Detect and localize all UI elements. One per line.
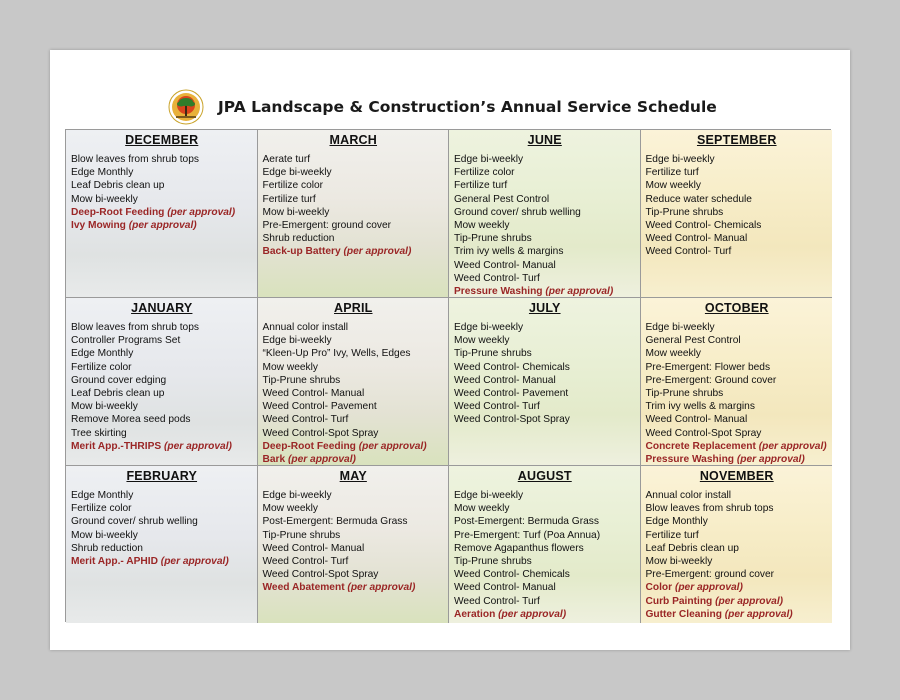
task-item [263,387,445,400]
task-item [646,206,829,219]
task-text: Edge bi-weekly [645,154,715,165]
approval-note: (per approval) [128,220,197,232]
task-text: Mow weekly [645,348,701,360]
task-text: Edge Monthly [71,490,134,501]
task-text: Pressure Washing [645,454,737,466]
task-item [646,347,829,360]
month-cell-april [258,298,450,466]
task-item [71,529,253,542]
task-item [646,400,829,413]
task-item [263,153,445,166]
task-text: Weed Control- Manual [262,542,365,554]
task-item [646,387,829,400]
task-text: Weed Control- Manual [454,582,556,594]
task-item [263,321,445,334]
task-text: Tip-Prune shrubs [454,233,532,245]
task-text: Edge bi-weekly [645,322,715,333]
task-text: Deep-Root Feeding [71,206,168,218]
task-item [454,515,636,528]
task-text: Leaf Debris clean up [645,542,739,554]
task-text: Tree skirting [71,427,127,439]
task-text: Mow bi-weekly [71,529,138,541]
optional-task-item [263,245,445,258]
task-text: Aeration [454,608,499,620]
task-text: Weed Control- Turf [262,414,349,426]
task-list [454,489,636,621]
task-item [454,595,636,608]
task-text: Shrub reduction [262,233,335,245]
task-item [646,515,829,528]
task-item [263,232,445,245]
task-text: Edge bi-weekly [262,167,332,179]
task-list [71,321,253,453]
task-text: Edge Monthly [71,167,134,179]
task-item [71,489,253,502]
task-text: Trim ivy wells & margins [645,401,755,413]
task-item [454,387,636,400]
task-text: Weed Control- Chemicals [454,361,570,373]
month-cell-july [449,298,641,466]
task-text: Merit App.- APHID [71,556,161,568]
optional-task-item [646,581,829,594]
task-item [263,529,445,542]
task-text: Blow leaves from shrub tops [71,322,199,333]
task-text: Leaf Debris clean up [71,180,165,192]
task-text: Weed Control- Manual [645,233,748,245]
task-item [263,515,445,528]
task-text: Blow leaves from shrub tops [71,154,199,165]
task-text: Ground cover/ shrub welling [454,206,581,218]
month-heading: JANUARY [131,301,193,315]
task-item [646,232,829,245]
task-text: Fertilize color [71,361,132,373]
task-item [454,245,636,258]
task-item [71,361,253,374]
month-heading: DECEMBER [125,133,199,147]
task-text: Fertilize color [454,167,515,179]
task-text: Pre-Emergent: ground cover [645,569,775,581]
approval-note: (per approval) [758,440,827,452]
month-cell-march [258,130,450,298]
task-text: Curb Painting [645,595,716,607]
approval-note: (per approval) [498,608,567,620]
optional-task-item [646,453,829,466]
task-text: Gutter Cleaning [645,608,725,620]
task-item [646,427,829,440]
task-text: Weed Control-Spot Spray [454,414,570,426]
task-text: Annual color install [645,490,732,501]
task-item [71,427,253,440]
task-text: Fertilize color [71,503,132,515]
task-text: Weed Abatement [262,582,348,594]
task-item [454,568,636,581]
task-text: Shrub reduction [71,542,143,554]
month-heading: OCTOBER [704,301,769,315]
task-text: Mow bi-weekly [262,206,330,218]
task-text: Concrete Replacement [645,440,759,452]
task-item [263,334,445,347]
task-text: Trim ivy wells & margins [454,246,564,258]
approval-note: (per approval) [358,440,427,452]
task-item [263,193,445,206]
task-text: Reduce water schedule [645,193,752,205]
task-item [71,387,253,400]
task-item [263,555,445,568]
task-text: Blow leaves from shrub tops [645,503,774,515]
task-item [454,347,636,360]
task-item [263,489,445,502]
task-item [71,413,253,426]
task-item [263,542,445,555]
task-list [263,153,445,259]
task-item [263,361,445,374]
task-text: Tip-Prune shrubs [262,374,341,386]
task-text: Tip-Prune shrubs [645,206,724,218]
task-text: Ground cover edging [71,374,167,386]
task-item [263,166,445,179]
optional-task-item [454,608,636,621]
task-text: General Pest Control [454,193,550,205]
task-item [646,321,829,334]
month-heading: JUNE [527,133,562,147]
task-item [646,245,829,258]
task-item [263,413,445,426]
task-text: Mow weekly [262,503,318,515]
task-item [454,259,636,272]
task-item [263,219,445,232]
approval-note: (per approval) [343,246,412,258]
task-item [454,413,636,426]
task-text: Edge bi-weekly [262,490,332,501]
task-item [646,361,829,374]
task-text: Tip-Prune shrubs [262,529,341,541]
task-text: Bark [262,454,288,466]
task-text: Mow weekly [454,335,510,347]
task-item [646,374,829,387]
task-text: Pre-Emergent: ground cover [262,220,392,232]
task-text: Weed Control- Pavement [262,401,377,413]
task-text: General Pest Control [645,335,741,347]
task-list [646,153,829,259]
schedule-grid [65,129,831,622]
approval-note: (per approval) [287,454,356,466]
optional-task-item [263,440,445,453]
task-text: Leaf Debris clean up [71,388,165,400]
task-text: Edge Monthly [645,516,708,528]
task-item [454,272,636,285]
task-text: Weed Control- Turf [454,272,540,284]
task-item [454,193,636,206]
task-text: Weed Control- Chemicals [645,220,762,232]
optional-task-item [71,219,253,232]
task-text: Pre-Emergent: Flower beds [645,361,771,373]
task-text: Weed Control- Manual [262,388,365,400]
task-list [454,321,636,427]
task-item [263,568,445,581]
task-text: Annual color install [262,322,349,333]
task-item [71,193,253,206]
task-text: Color [645,582,675,594]
task-text: Mow weekly [454,220,510,232]
task-item [454,166,636,179]
task-text: Mow bi-weekly [71,401,138,413]
task-item [454,232,636,245]
task-item [71,542,253,555]
month-cell-august [449,466,641,623]
task-item [263,400,445,413]
task-text: Post-Emergent: Bermuda Grass [454,516,599,528]
task-text: Weed Control- Turf [454,401,540,413]
header [168,88,717,126]
month-cell-september [641,130,833,298]
optional-task-item [263,581,445,594]
task-text: Weed Control- Manual [454,259,556,271]
task-item [263,206,445,219]
optional-task-item [646,608,829,621]
task-item [454,529,636,542]
task-text: Weed Control-Spot Spray [262,427,379,439]
approval-note: (per approval) [160,556,229,568]
month-heading: FEBRUARY [126,469,198,483]
task-item [454,374,636,387]
task-item [71,153,253,166]
task-text: Weed Control- Turf [262,556,349,568]
task-item [71,166,253,179]
task-text: Tip-Prune shrubs [645,388,724,400]
task-text: Edge Monthly [71,348,134,360]
task-item [454,361,636,374]
task-item [454,555,636,568]
task-text: Weed Control- Manual [454,374,556,386]
task-item [646,153,829,166]
approval-note: (per approval) [167,206,236,218]
month-heading: AUGUST [517,469,572,483]
task-text: Weed Control- Manual [645,414,748,426]
task-item [646,334,829,347]
task-item [454,489,636,502]
task-list [454,153,636,298]
task-item [454,334,636,347]
task-item [263,502,445,515]
task-item [263,179,445,192]
task-list [646,321,829,466]
task-text: Merit App.-THRIPS [71,440,165,452]
task-text: Back-up Battery [262,246,344,258]
task-text: Tip-Prune shrubs [454,348,532,360]
task-item [646,219,829,232]
task-text: Fertilize turf [454,180,508,192]
task-list [646,489,829,621]
optional-task-item [646,595,829,608]
task-text: Mow bi-weekly [71,193,138,205]
task-item [454,400,636,413]
task-text: Post-Emergent: Bermuda Grass [262,516,408,528]
optional-task-item [646,440,829,453]
task-text: Pre-Emergent: Turf (Poa Annua) [454,529,601,541]
task-text: Weed Control-Spot Spray [645,427,762,439]
task-item [646,179,829,192]
task-item [71,400,253,413]
task-item [454,179,636,192]
task-list [71,153,253,232]
task-item [646,502,829,515]
approval-note: (per approval) [715,595,784,607]
task-list [263,321,445,466]
task-text: Weed Control- Chemicals [454,569,570,581]
task-item [646,529,829,542]
task-item [646,413,829,426]
task-item [71,321,253,334]
task-text: Weed Control- Turf [645,246,732,258]
month-cell-june [449,130,641,298]
month-heading: JULY [528,301,561,315]
task-text: Deep-Root Feeding [262,440,359,452]
task-text: Edge bi-weekly [454,490,524,501]
optional-task-item [71,440,253,453]
task-item [263,427,445,440]
task-text: Mow bi-weekly [645,556,713,568]
task-text: Ivy Mowing [71,220,129,232]
task-text: Edge bi-weekly [454,154,524,165]
month-cell-october [641,298,833,466]
task-item [263,347,445,360]
task-item [646,555,829,568]
task-item [454,153,636,166]
month-heading: NOVEMBER [699,469,774,483]
approval-note: (per approval) [674,582,743,594]
approval-note: (per approval) [164,440,232,452]
task-item [454,581,636,594]
task-item [71,374,253,387]
task-text: Remove Agapanthus flowers [454,542,584,554]
task-text: Tip-Prune shrubs [454,556,532,568]
month-heading: MAY [339,469,367,483]
optional-task-item [71,555,253,568]
task-item [646,193,829,206]
task-item [454,219,636,232]
task-text: Fertilize color [262,180,324,192]
jpa-logo-icon [168,89,204,125]
approval-note: (per approval) [724,608,793,620]
task-text: Mow weekly [645,180,701,192]
task-text: Pre-Emergent: Ground cover [645,374,777,386]
month-cell-december [66,130,258,298]
month-heading: SEPTEMBER [696,133,777,147]
task-text: Fertilize turf [645,529,699,541]
task-item [71,334,253,347]
task-item [71,179,253,192]
schedule-sheet [50,50,850,650]
optional-task-item [71,206,253,219]
task-text: Weed Control- Pavement [454,388,569,400]
task-text: Edge bi-weekly [454,322,524,333]
task-text: Controller Programs Set [71,335,181,347]
task-text: “Kleen-Up Pro” Ivy, Wells, Edges [262,348,411,360]
task-text: Pressure Washing [454,286,546,298]
month-heading: MARCH [329,133,378,147]
task-text: Fertilize turf [645,167,699,179]
task-item [71,515,253,528]
month-cell-february [66,466,258,623]
task-text: Mow weekly [454,503,510,515]
task-text: Weed Control-Spot Spray [262,569,379,581]
task-text: Remove Morea seed pods [71,414,191,426]
task-text: Weed Control- Turf [454,595,540,607]
optional-task-item [263,453,445,466]
optional-task-item [454,285,636,298]
task-text: Edge bi-weekly [262,335,332,347]
task-item [646,166,829,179]
task-item [454,502,636,515]
month-cell-november [641,466,833,623]
task-text: Aerate turf [262,154,311,165]
task-list [263,489,445,595]
month-heading: APRIL [334,301,373,315]
page-title: JPA Landscape & Construction’s Annual Service Schedule [218,98,717,116]
task-text: Fertilize turf [262,193,316,205]
task-item [263,374,445,387]
task-item [454,206,636,219]
task-text: Mow weekly [262,361,318,373]
task-text: Ground cover/ shrub welling [71,516,198,528]
task-item [646,489,829,502]
month-cell-january [66,298,258,466]
task-item [454,321,636,334]
task-list [71,489,253,568]
approval-note: (per approval) [736,454,805,466]
task-item [646,568,829,581]
approval-note: (per approval) [545,286,614,298]
task-item [71,502,253,515]
task-item [454,542,636,555]
month-cell-may [258,466,450,623]
task-item [646,542,829,555]
approval-note: (per approval) [347,582,416,594]
task-item [71,347,253,360]
